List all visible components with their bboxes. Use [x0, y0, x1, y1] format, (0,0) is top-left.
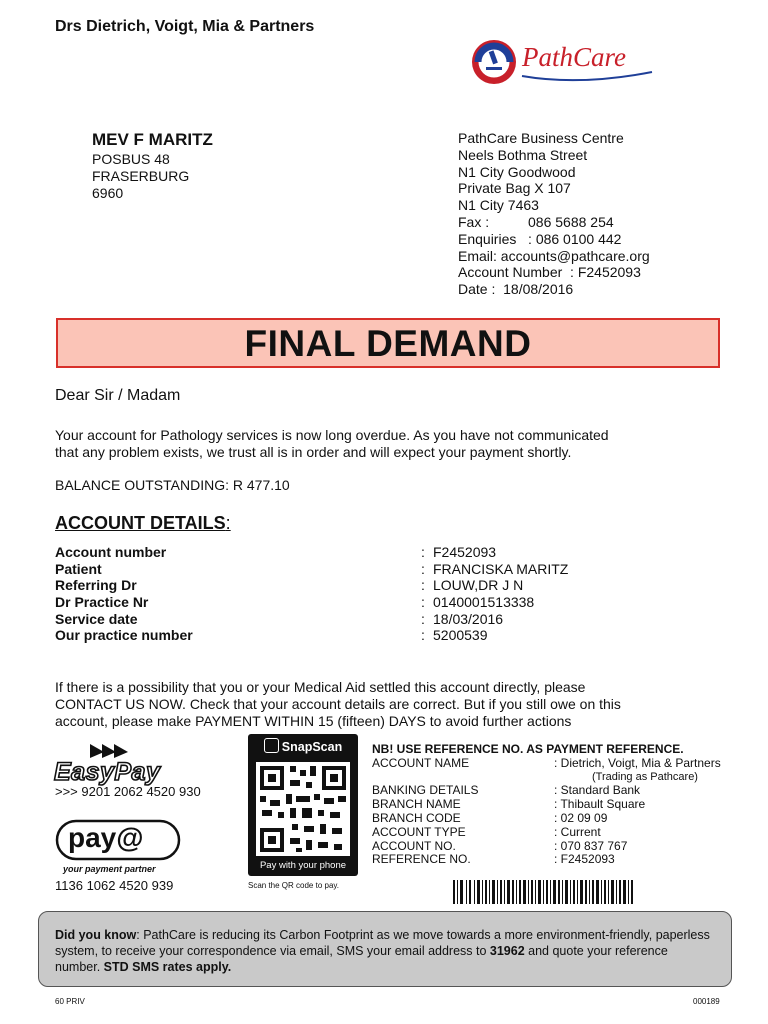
pathcare-logo: [470, 38, 660, 90]
business-line: Fax : 086 5688 254: [458, 213, 614, 230]
overdue-paragraph: [55, 427, 735, 461]
bank-row: [372, 784, 752, 798]
qr-code-icon[interactable]: [256, 762, 350, 856]
easypay-number: >>> 9201 2062 4520 930: [55, 784, 201, 799]
overdue-line: Your account for Pathology services is now long overdue. As you have not communicated: [55, 427, 609, 443]
detail-label: Dr Practice Nr: [55, 594, 149, 611]
account-details-heading-text: ACCOUNT DETAILS: [55, 513, 226, 533]
footer-right-code: 000189: [693, 997, 720, 1006]
account-details-heading-colon: :: [225, 513, 231, 533]
did-you-know-text: [55, 927, 715, 975]
business-line: Enquiries : 086 0100 442: [458, 230, 622, 247]
bank-value: : F2452093: [554, 852, 615, 867]
snapscan-caption: Scan the QR code to pay.: [248, 881, 340, 890]
detail-label: Service date: [55, 610, 138, 627]
snapscan-card[interactable]: [248, 734, 358, 876]
bank-value: : 070 837 767: [554, 838, 628, 853]
bank-row: [372, 757, 752, 771]
detail-row: Dr Practice Nr : 0140001513338: [55, 594, 535, 611]
detail-row: Account number : F2452093: [55, 544, 497, 560]
bank-label: ACCOUNT NO.: [372, 838, 456, 853]
snapscan-title: [248, 738, 358, 754]
bank-row: [372, 826, 752, 840]
detail-value: LOUW,DR J N: [433, 577, 524, 594]
bank-row: [372, 840, 752, 854]
sms-rates: STD SMS rates apply.: [103, 960, 232, 974]
easypay-logo: [52, 742, 187, 788]
did-you-know-box: [38, 911, 732, 987]
detail-label: Patient: [55, 560, 102, 577]
detail-label: Our practice number: [55, 627, 193, 644]
reference-warning: NB! USE REFERENCE NO. AS PAYMENT REFERENCE.: [372, 742, 684, 756]
trading-as-row: [372, 771, 752, 785]
business-line: N1 City Goodwood: [458, 163, 576, 180]
detail-value: F2452093: [433, 544, 497, 560]
greeting: Dear Sir / Madam: [55, 387, 181, 404]
business-account-number: Account Number : F2452093: [458, 264, 641, 281]
detail-row: Service date : 18/03/2016: [55, 610, 504, 627]
detail-label: Account number: [55, 544, 167, 560]
business-line: N1 City 7463: [458, 197, 539, 214]
bank-row: [372, 812, 752, 826]
recipient-address-line: 6960: [92, 185, 124, 201]
bank-value: : Dietrich, Voigt, Mia & Partners: [554, 755, 721, 770]
snapscan-footer: Pay with your phone: [259, 860, 347, 871]
bank-value: : Thibault Square: [554, 797, 646, 812]
detail-label: Referring Dr: [55, 577, 137, 594]
notice-line: CONTACT US NOW. Check that your account details are correct. But if you still owe on this: [55, 696, 621, 712]
trading-as: (Trading as Pathcare): [592, 770, 698, 783]
snapscan-title-text: SnapScan: [281, 740, 343, 754]
recipient-address-line: POSBUS 48: [92, 151, 170, 167]
recipient-address-line: FRASERBURG: [92, 168, 190, 184]
footer-left-code: 60 PRIV: [55, 997, 85, 1006]
business-line: Private Bag X 107: [458, 180, 571, 197]
contact-notice: [55, 679, 735, 730]
detail-row: Patient : FRANCISKA MARITZ: [55, 560, 569, 577]
did-you-know-body: : PathCare is reducing its Carbon Footprint as we move towards a more environment-friendly, paperless system, to receive your correspondence via email, SMS your email address to: [55, 928, 710, 958]
pathcare-wordmark: PathCare: [522, 42, 626, 72]
sms-number: 31962: [489, 944, 525, 958]
recipient-address: [92, 151, 189, 202]
detail-value: 18/03/2016: [433, 610, 504, 627]
bank-label: BRANCH NAME: [372, 797, 461, 812]
detail-value: FRANCISKA MARITZ: [433, 560, 569, 577]
barcode-icon: [453, 880, 633, 904]
business-address: [458, 130, 650, 298]
did-you-know-body-2: and quote your reference number.: [55, 944, 668, 974]
snapscan-icon: [264, 738, 279, 753]
detail-value: 0140001513338: [433, 594, 535, 611]
bank-label: BRANCH CODE: [372, 810, 461, 825]
business-date: Date : 18/08/2016: [458, 281, 574, 298]
recipient-name: MEV F MARITZ: [92, 130, 213, 149]
account-details-heading: [55, 513, 231, 534]
bank-label: REFERENCE NO.: [372, 852, 471, 867]
bank-value: : Current: [554, 824, 601, 839]
banking-details: [372, 743, 752, 867]
bank-label: ACCOUNT TYPE: [372, 824, 466, 839]
business-line: PathCare Business Centre: [458, 130, 624, 146]
payat-wordmark: pay@: [68, 822, 144, 853]
notice-line: If there is a possibility that you or your Medical Aid settled this account directly, please: [55, 679, 586, 695]
did-you-know-label: Did you know: [55, 928, 137, 942]
bank-row: [372, 853, 752, 867]
business-line: Neels Bothma Street: [458, 146, 588, 163]
easypay-wordmark: EasyPay: [54, 758, 161, 786]
bank-label: BANKING DETAILS: [372, 783, 479, 798]
bank-value: : 02 09 09: [554, 810, 608, 825]
account-details-table: [55, 544, 655, 644]
detail-row: Our practice number : 5200539: [55, 627, 488, 644]
detail-value: 5200539: [433, 627, 488, 644]
final-demand-banner: FINAL DEMAND: [56, 318, 720, 368]
payat-tagline: your payment partner: [63, 864, 156, 874]
bank-value: : Standard Bank: [554, 783, 641, 798]
notice-line: account, please make PAYMENT WITHIN 15 (fifteen) DAYS to avoid further actions: [55, 713, 572, 729]
business-email: Email: accounts@pathcare.org: [458, 247, 650, 264]
payat-logo: [55, 817, 185, 877]
overdue-line: that any problem exists, we trust all is in order and will expect your payment shortly.: [55, 444, 572, 460]
balance-outstanding: BALANCE OUTSTANDING: R 477.10: [55, 477, 290, 493]
practice-name: Drs Dietrich, Voigt, Mia & Partners: [55, 18, 315, 35]
bank-label: ACCOUNT NAME: [372, 755, 470, 770]
detail-row: Referring Dr : LOUW,DR J N: [55, 577, 524, 594]
bank-row: [372, 798, 752, 812]
payat-number: 1136 1062 4520 939: [55, 878, 174, 893]
